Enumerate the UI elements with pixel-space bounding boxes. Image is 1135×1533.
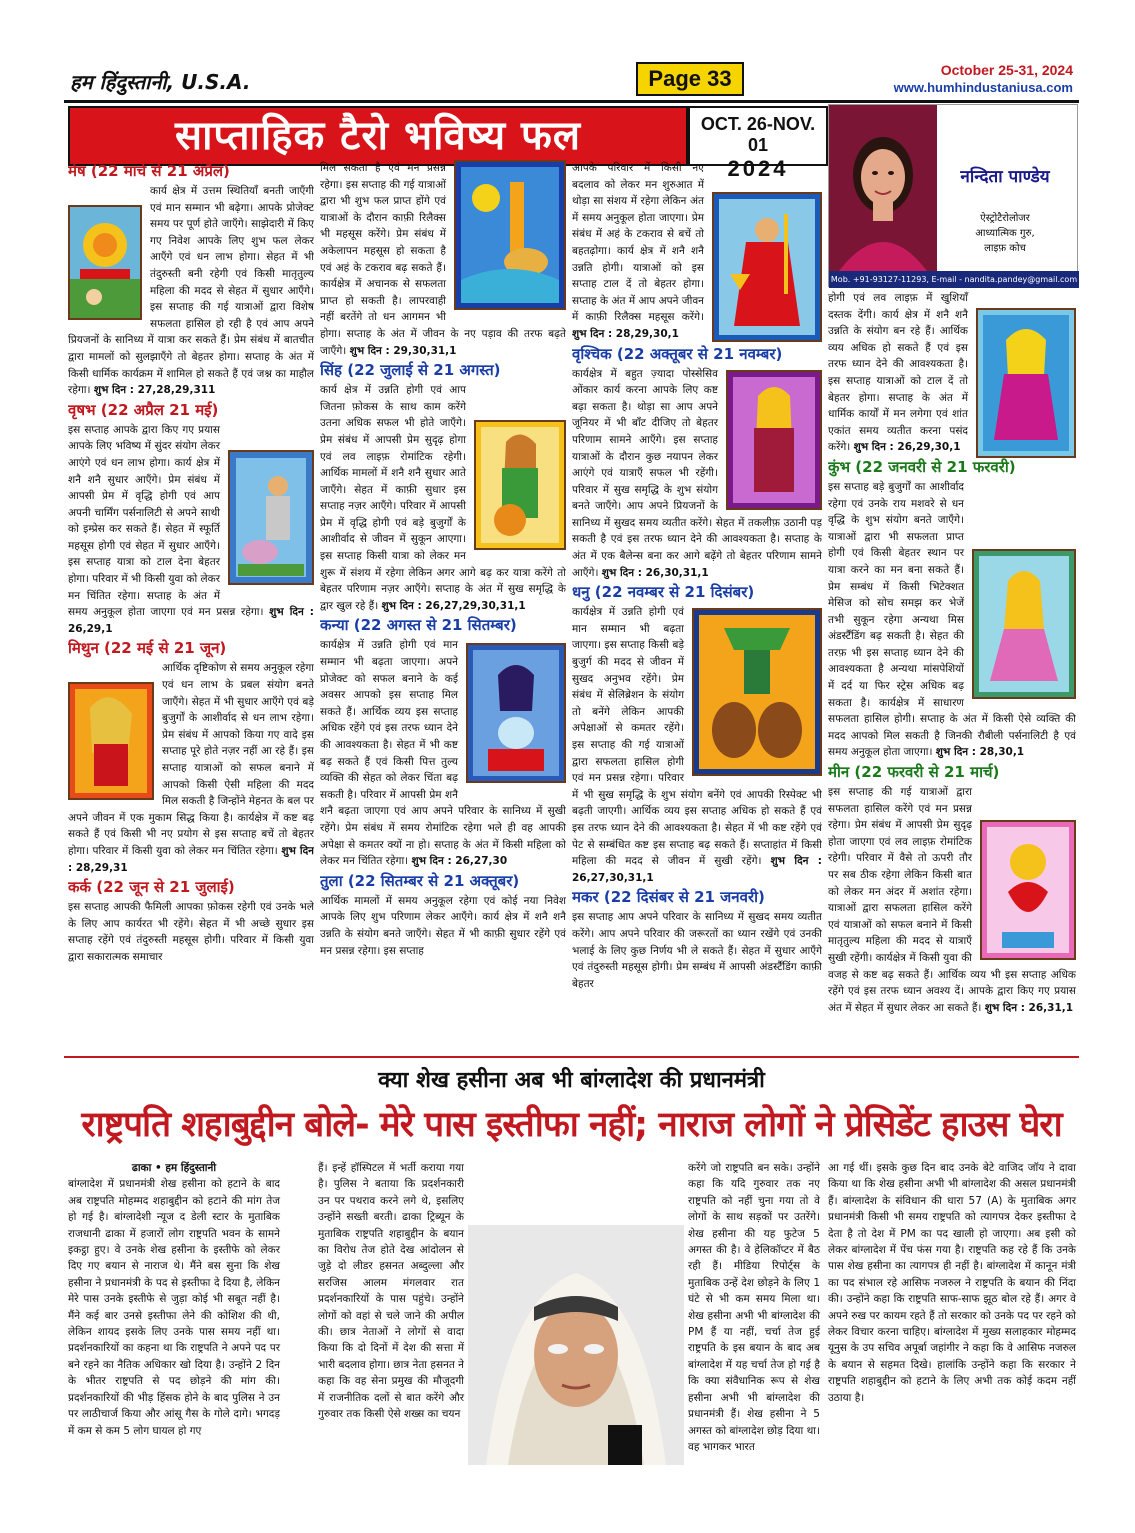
tarot-card-image <box>726 370 822 510</box>
author-role-line: ऐस्ट्रोटैरोलोजर <box>980 213 1030 224</box>
author-name: नन्दिता पाण्डेय <box>960 167 1050 187</box>
lucky-days: शुभ दिन : 26,29,1 <box>68 606 314 635</box>
author-role-line: लाइफ़ कोच <box>984 243 1026 254</box>
tarot-card-image <box>228 450 314 585</box>
horoscope-text: कार्यक्षेत्र में उन्नति होगी एवं मान सम्मान भी बढ़ता जाएगा। इस सप्ताह किसी बड़े बुजुर्ग की मदद से जीवन में सुखद अनुभव रहेंगे। प्रेम संबंध में सेलिब्रेशन के संयोग तो बनेंगे लेकिन आपकी अपेक्षाओं से कमतर रहेंगे। इस सप्ताह की गई यात्राओं द्वारा सफलता हासिल होगी एवं मन प्रसन्न रहेगा। परिवार में भी सुख समृद्धि के शुभ संयोग बनेंगे एवं आपकी रिस्पेक्ट भी बढ़ती जाएगी। आर्थिक व्यय इस सप्ताह अधिक हो सकते हैं एवं इस तरफ ध्यान देने की आवश्यकता है। सेहत में भी कष्ट रहेंगे एवं पेट से सम्बंधित कष्ट इस सप्ताह बढ़ सकते हैं। सप्ताहांत में किसी महिला की मदद से जीवन में सुखी रहेंगे। <box>572 606 822 868</box>
horoscope-year: 2024 <box>727 156 789 181</box>
sign-heading-aquarius: कुंभ (22 जनवरी से 21 फरवरी) <box>828 457 1016 476</box>
tarot-card-image <box>972 549 1076 699</box>
sign-heading-capricorn: मकर (22 दिसंबर से 21 जनवरी) <box>572 888 765 907</box>
horoscope-text: इस सप्ताह बड़े बुजुर्गों का आशीर्वाद रहेगा एवं उनके राय मशवरे से धन वृद्धि के शुभ संयोग बनते जाएँगे। यात्राओं द्वारा भी सफलता प्राप्त होगी एवं किसी बेहतर स्थान पर यात्रा करने का मन बना सकते हैं। प्रेम सम्बंध में किसी भिटेक्शत मेसिज को सोच समझ कर भेजें तभी सुकून रहेगा अन्यथा मिस अंडर्स्टैंडिंग बढ़ सकती है। सेहत की तरफ़ भी इस सप्ताह ध्यान देने की आवश्यकता है अन्यथा मांसपेशियों में दर्द या फिर स्ट्रेस अधिक बढ़ सकता है। कार्यक्षेत्र में साधारण सफलता हासिल होगी। सप्ताह के अंत में किसी ऐसे व्यक्ति की मदद आपको मिल सकती है जिनकी रौबीली पर्सनालिटी है एवं समय अनुकूल होता जाएगा। <box>828 480 1076 759</box>
tarot-card-image <box>474 420 566 550</box>
horoscope-text: कार्यक्षेत्र में उन्नति होगी एवं मान सम्मान भी बढ़ता जाएगा। अपने प्रोजेक्ट को सफल बनाने के कई अवसर आपको इस सप्ताह मिल सकते हैं। आर्थिक व्यय इस सप्ताह अधिक रहेंगे एवं इस तरफ ध्यान देने की आवश्यकता है। सेहत में भी कष्ट बढ़ सकते हैं एवं किसी पित्त तुल्य व्यक्ति की सेहत को लेकर चिंता बढ़ सकती है। परिवार में आपसी प्रेम शनै शनै बढ़ता जाएगा एवं आप अपने परिवार के सानिध्य में सुखी रहेंगे। प्रेम संबंध में समय रोमांटिक रहेगा भले ही वह आपकी अपेक्षा से कमतर क्यों ना हो। सप्ताह के अंत में किसी महिला को लेकर मन चिंतित रहेगा। <box>320 639 566 868</box>
horoscope-column-4 <box>828 290 1076 1050</box>
tarot-card-image <box>976 308 1076 458</box>
author-box <box>828 104 1078 287</box>
sheikh-hasina-photo <box>468 1225 684 1465</box>
horoscope-text: इस सप्ताह आपकी फैमिली आपका फ़ोकस रहेगी एवं उनके भले के लिए आप कार्यरत भी रहेंगे। सेहत में भी अच्छे सुधार इस सप्ताह रहेंगे एवं तंदुरुस्ती महसूस होगी। परिवार में किसी युवा द्वारा सकारात्मक समाचार <box>68 901 314 963</box>
lucky-days: शुभ दिन : 28,29,30,1 <box>572 327 679 340</box>
news-headline: राष्ट्रपति शहाबुद्दीन बोले- मेरे पास इस्तीफा नहीं; नाराज लोगों ने प्रेसिडेंट हाउस घेरा <box>81 1105 1062 1145</box>
lucky-days: शुभ दिन : 26,31,1 <box>984 1001 1074 1014</box>
lucky-days: शुभ दिन : 28,29,31 <box>68 844 314 874</box>
horoscope-text: इस सप्ताह आप अपने परिवार के सानिध्य में सुखद समय व्यतीत करेंगे। आप अपने परिवार की जरूरतों का ध्यान रखेंगे एवं उनकी भलाई के लिए कुछ निर्णय भी ले सकते हैं। सेहत में सुधार आएँगे एवं तंदुरुस्ती महसूस होगी। प्रेम सम्बंध में आपसी अंडर्स्टैंडिंग काफ़ी बेहतर <box>572 911 822 990</box>
news-kicker: क्या शेख हसीना अब भी बांग्लादेश की प्रधानमंत्री <box>378 1068 765 1093</box>
sign-heading-leo: सिंह (22 जुलाई से 21 अगस्त) <box>320 361 501 380</box>
tarot-card-image <box>68 205 142 320</box>
horoscope-title-banner <box>68 106 688 166</box>
section-divider <box>64 1056 1079 1058</box>
horoscope-text: मिल सकता है एवं मन प्रसन्न रहेगा। इस सप्ताह की गई यात्राओं द्वारा भी शुभ फल प्राप्त होंगे एवं यात्राओं के दौरान काफ़ी रिलैक्स भी महसूस करेंगे। प्रेम संबंध में अकेलापन महसूस हो सकता है एवं अहं के टकराव बढ़ सकते हैं। कार्यक्षेत्र में अचानक से सफलता प्राप्त हो सकती है। लापरवाही नहीं बरतेंगे तो धन आगमन भी होगा। सप्ताह के अंत में जीवन के नए पड़ाव की तरफ बढ़ते जाएँगे। <box>320 162 566 357</box>
sign-heading-pisces: मीन (22 फरवरी से 21 मार्च) <box>828 763 1000 782</box>
sign-heading-cancer: कर्क (22 जून से 21 जुलाई) <box>68 878 235 897</box>
horoscope-text: आर्थिक मामलों में समय अनुकूल रहेगा एवं कोई नया निवेश आपके लिए शुभ परिणाम लेकर आएँगे। कार्य क्षेत्र में शनै शनै उन्नति के संयोग बनते जाएँगे। सेहत में भी काफ़ी सुधार रहेंगे एवं मन प्रसन्न रहेगा। इस सप्ताह <box>320 894 566 957</box>
horoscope-text: कार्य क्षेत्र में उत्तम स्थितियाँ बनती जाएँगी एवं मान सम्मान भी बढ़ेगा। आपके प्रोजेक्ट समय पर पूर्ण होते जाएँगे। साझेदारी में किए गए निवेश आपके लिए शुभ फल लेकर आएँगे एवं धन लाभ होगा। सेहत में भी तंदुरुस्ती बनी रहेगी एवं किसी मातृतुल्य महिला की मदद से सेहत में सुधार आएँगे। इस सप्ताह की गई यात्राओं द्वारा विशेष सफलता हासिल हो रही है एवं आप अपने प्रियजनों के सानिध्य में यात्रा कर सकते हैं। प्रेम संबंध में बातचीत द्वारा मामलों को सुलझाएँगे तो बेहतर होगा। सप्ताह के अंत में किसी धार्मिक कार्यक्रम में शामिल हो सकते हैं एवं जश्न का माहौल रहेगा। <box>68 185 314 397</box>
issue-date: October 25-31, 2024 <box>940 62 1073 78</box>
website-link[interactable]: www.humhindustaniusa.com <box>893 80 1073 95</box>
author-photo <box>829 105 937 271</box>
lucky-days: शुभ दिन : 26,30,31,1 <box>601 566 709 579</box>
horoscope-text: कार्यक्षेत्र में बहुत ज़्यादा पोस्सेसिव ओंकार कार्य करना आपके लिए कष्ट बढ़ा सकता है। थोड़ा सा आप अपने जूनियर में भी बाँट दीजिए तो बेहतर परिणाम सामने आएँगे। इस सप्ताह यात्राओं के दौरान कुछ नयापन लेकर आएंगे एवं यात्राएँ सफल भी रहेंगी। परिवार में सुख समृद्धि के शुभ संयोग बनते जाएँगे। आप अपने प्रियजनों के सानिध्य में सुखद समय व्यतीत करेंगे। सेहत में तकलीफ़ उठानी पड़ सकती है एवं इस तरफ ध्यान देने की आवश्यकता है। सप्ताह के अंत में एक बैलेन्स बना कर आगे बढ़ेंगे तो बेहतर परिणाम सामने आएँगे। <box>572 367 822 579</box>
horoscope-text: होगी एवं लव लाइफ़ में खुशियाँ दस्तक देंगी। कार्य क्षेत्र में शनै शनै उन्नति के संयोग बन रहे हैं। आर्थिक व्यय अधिक हो सकते हैं एवं इस तरफ ध्यान देने की आवश्यकता है। इस सप्ताह यात्राओं को टाल दें तो बेहतर होगा। सप्ताह के अंत में धार्मिक कार्यों में मन लगेगा एवं शांत एकांत समय व्यतीत करना पसंद करेंगे। <box>828 292 968 454</box>
lucky-days: शुभ दिन : 26,27,30 <box>411 855 508 868</box>
news-text: आ गई थीं। इसके कुछ दिन बाद उनके बेटे वाजिद जॉय ने दावा किया था कि शेख हसीना अभी भी बांग्लादेश की असल प्रधानमंत्री हैं। बांग्लादेश के संविधान की धारा 57 (A) के मुताबिक अगर प्रधानमंत्री किसी भी समय राष्ट्रपति को त्यागपत्र देकर इस्तीफा दे देता है तो देश में PM का पद खाली हो जाएगा। अब इसी को लेकर बांग्लादेश में पेंच फंस गया है। राष्ट्रपति कह रहे हैं कि उनके पास शेख हसीना का त्यागपत्र ही नहीं है। बांग्लादेश में कानून मंत्री का पद संभाल रहे आसिफ नजरुल ने राष्ट्रपति के बयान की निंदा की। उन्होंने कहा कि राष्ट्रपति साफ-साफ झूठ बोल रहे हैं। अगर वे अपने रुख पर कायम रहते हैं तो सरकार को उनके पद पर रहने को लेकर विचार करना चाहिए। बांग्लादेश में मुख्य सलाहकार मोहम्मद यूनुस के उप सचिव अपूर्बा जहांगीर ने कहा कि वे आसिफ नजरुल के बयान से सहमत दिखे। हालांकि उन्होंने कहा कि सरकार ने राष्ट्रपति शहाबुद्दीन को हटाने के लिए अभी तक कोई कदम नहीं उठाया है। <box>828 1162 1076 1404</box>
horoscope-text: इस सप्ताह आपके द्वारा किए गए प्रयास आपके लिए भविष्य में सुंदर संयोग लेकर आएंगे एवं धन लाभ होगा। कार्य क्षेत्र में शनै शनै सुधार आएँगे। प्रेम संबंध में आपसी प्रेम में वृद्धि होगी एवं आप अपनी चार्मिंग पर्सनालिटी से अपने साथी को इम्प्रेस कर सकते हैं। सेहत में स्फूर्ति महसूस होगी एवं सेहत में सुधार आएँगे। इस सप्ताह यात्रा को टाल देना बेहतर होगा। परिवार में भी किसी युवा को लेकर मन चिंतित रहेगा। सप्ताह के अंत में समय अनुकूल होता जाएगा एवं मन प्रसन्न रहेगा। <box>68 423 264 619</box>
horoscope-date-box <box>688 106 828 181</box>
page-number-badge: Page 33 <box>636 62 744 96</box>
sign-heading-libra: तुला (22 सितम्बर से 21 अक्तूबर) <box>320 871 520 890</box>
tarot-card-image <box>454 160 566 310</box>
tarot-card-image <box>712 192 822 342</box>
author-contact: Mob. +91-93127-11293, E-mail - nandita.pandey@gmail.com <box>829 271 1079 288</box>
masthead-divider <box>64 100 1079 103</box>
sign-heading-taurus: वृषभ (22 अप्रैल 21 मई) <box>68 400 219 419</box>
author-role <box>941 211 1069 256</box>
horoscope-column-3 <box>572 160 822 1050</box>
tarot-card-image <box>466 643 566 783</box>
tarot-card-image <box>692 608 822 776</box>
horoscope-text: कार्य क्षेत्र में उन्नति होगी एवं आप जितना फ़ोकस के साथ काम करेंगे उतना अधिक सफल भी होते जाएँगे। प्रेम संबंध में आपसी प्रेम सुदृढ़ होगा एवं लव लाइफ़ रोमांटिक रहेगी। आर्थिक मामलों में शनै शनै सुधार आते जाएँगे। सेहत में काफ़ी सुधार इस सप्ताह नज़र आएँगे। परिवार में आपसी प्रेम में वृद्धि होगी एवं बड़े बुजुर्गों के आशीर्वाद से जीवन में सुकून आएगा। इस सप्ताह किसी यात्रा को लेकर मन शुरू में संशय में रहेगा लेकिन अगर आगे बढ़ कर यात्रा करेंगे तो बेहतर परिणाम नज़र आएँगे। सप्ताह के अंत में सुख समृद्धि के द्वार खुल रहे हैं। <box>320 384 566 612</box>
lucky-days: शुभ दिन : 29,30,31,1 <box>349 344 457 357</box>
horoscope-column-2 <box>320 160 566 1050</box>
news-text: करेंगे जो राष्ट्रपति बन सके। उन्होंने कहा कि यदि गुरुवार तक नए राष्ट्रपति को नहीं चुना गया तो वे लोगों के साथ सड़कों पर उतरेंगे। शेख हसीना की यह फुटेज 5 अगस्त की है। वे हेलिकॉप्टर में बैठ रही हैं। मीडिया रिपोर्ट्स के मुताबिक उन्हें देश छोड़ने के लिए 1 घंटे से भी कम समय मिला था। शेख हसीना अभी भी बांग्लादेश की PM हैं या नहीं, चर्चा तेज हुई राष्ट्रपति के इस बयान के बाद अब बांग्लादेश में यह चर्चा तेज हो गई है कि क्या संवैधानिक रूप से शेख हसीना अभी भी बांग्लादेश की प्रधानमंत्री हैं। शेख हसीना ने 5 अगस्त को बांग्लादेश छोड़ दिया था। वह भागकर भारत <box>688 1162 820 1453</box>
sign-heading-sagittarius: धनु (22 नवम्बर से 21 दिसंबर) <box>572 583 755 602</box>
horoscope-title: साप्ताहिक टैरो भविष्य फल <box>175 112 581 159</box>
news-column-4 <box>828 1160 1076 1406</box>
lucky-days: शुभ दिन : 28,30,1 <box>935 746 1025 759</box>
author-role-line: आध्यात्मिक गुरु, <box>975 228 1035 239</box>
news-column-1 <box>68 1160 280 1439</box>
lucky-days: शुभ दिन : 27,28,29,311 <box>93 384 216 397</box>
horoscope-column-1 <box>68 160 314 1050</box>
news-text: हैं। इन्हें हॉस्पिटल में भर्ती कराया गया है। पुलिस ने बताया कि प्रदर्शनकारी उन पर पथराव करने लगे थे, इसलिए उन्होंने सख्ती बरती। ढाका ट्रिब्यून के मुताबिक राष्ट्रपति शहाबुद्दीन के बयान का विरोध तेज होते देख आंदोलन से जुड़े दो लीडर हसनत अब्दुल्ला और सरजिस आलम मंगलवार रात प्रदर्शनकारियों के पास पहुंचे। उन्होंने लोगों को वहां से चले जाने की अपील की। छात्र नेताओं ने लोगों से वादा किया कि दो दिनों में देश की सत्ता में भारी बदलाव होगा। छात्र नेता हसनत ने कहा कि वह सेना प्रमुख की मौजूदगी में राजनीतिक दलों से बात करेंगे और गुरुवार तक किसी ऐसे शख्स का चयन <box>318 1162 465 1421</box>
horoscope-text: आर्थिक दृष्टिकोण से समय अनुकूल रहेगा एवं धन लाभ के प्रबल संयोग बनते जाएँगे। सेहत में भी सुधार आएँगे एवं बड़े बुजुर्गों के आशीर्वाद से धन लाभ रहेगा। प्रेम संबंध में आपको किया गए वादे इस सप्ताह पूरे होते नज़र नहीं आ रहे हैं। इस सप्ताह यात्राओं को सफल बनाने में आपको किसी ऐसी महिला की मदद मिल सकती है जिन्होंने मेहनत के बल पर अपने जीवन में एक मुकाम सिद्ध किया है। कार्यक्षेत्र में कष्ट बढ़ सकते हैं एवं किसी भी नए प्रयोग से इस सप्ताह बचें तो बेहतर होगा। परिवार में किसी युवा को लेकर मन चिंतित रहेगा। <box>68 662 314 857</box>
news-text: बांग्लादेश में प्रधानमंत्री शेख हसीना को हटाने के बाद अब राष्ट्रपति मोहम्मद शहाबुद्दीन को हटाने की मांग तेज हो गई है। बांग्लादेशी न्यूज द डेली स्टार के मुताबिक राजधानी ढाका में हजारों लोग राष्ट्रपति भवन के सामने इकट्ठा हुए। वे उनके शेख हसीना के इस्तीफे को लेकर दिए गए बयान से नाराज थे। मैंने बस सुना कि शेख हसीना ने प्रधानमंत्री के पद से इस्तीफा दे दिया है, लेकिन मेरे पास उनके इस्तीफे से जुड़ा कोई भी सबूत नहीं है। मैंने कई बार उनसे इस्तीफा लेने की कोशिश की थी, लेकिन शायद इसके लिए उनके पास समय नहीं था। प्रदर्शनकारियों का कहना था कि राष्ट्रपति ने अपने पद पर बने रहने का नैतिक अधिकार खो दिया है। उन्होंने 2 दिन के भीतर राष्ट्रपति से पद छोड़ने की मांग की। प्रदर्शनकारियों की भीड़ हिंसक होने के बाद पुलिस ने उन पर लाठीचार्ज किया और आंसू गैस के गोले दागे। भगदड़ में कम से कम 5 लोग घायल हो गए <box>68 1178 280 1437</box>
newspaper-brand: हम हिंदुस्तानी, U.S.A. <box>70 70 251 94</box>
news-dateline: ढाका • हम हिंदुस्तानी <box>131 1162 217 1174</box>
tarot-card-image <box>980 820 1076 960</box>
masthead <box>64 60 1079 102</box>
horoscope-text: आपके परिवार में किसी नए बदलाव को लेकर मन शुरुआत में थोड़ा सा संशय में रहेगा लेकिन अंत में समय अनुकूल होता जाएगा। प्रेम संबंध में अहं के टकराव से बचें तो बहतढ़ोगा। कार्य क्षेत्र में शनै शनै उन्नति होगी। यात्राओं को इस सप्ताह टाल दें तो बेहतर होगा। सप्ताह के अंत में आप अपने जीवन में काफ़ी रिलैक्स महसूस करेंगे। <box>572 162 704 324</box>
lucky-days: शुभ दिन : 26,27,30,31,1 <box>572 855 822 884</box>
sign-heading-gemini: मिथुन (22 मई से 21 जून) <box>68 639 227 658</box>
lucky-days: शुभ दिन : 26,27,29,30,31,1 <box>381 599 526 612</box>
horoscope-text: इस सप्ताह की गई यात्राओं द्वारा सफलता हासिल करेंगे एवं मन प्रसन्न रहेगा। प्रेम संबंध में आपसी प्रेम सुदृढ़ होता जाएगा एवं लव लाइफ़ रोमांटिक रहेगी। परिवार में वैसे तो ऊपरी तौर पर सब ठीक रहेगा लेकिन किसी बात को लेकर मन अंदर में अशांत रहेगा। यात्राओं द्वारा सफलता हासिल करेंगे एवं यात्राओं को सफल बनाने में किसी मातृतुल्य महिला की मदद से यात्राएँ सुखी रहेंगी। कार्यक्षेत्र में किसी युवा की वजह से कष्ट बढ़ सकते हैं। आर्थिक व्यय भी इस सप्ताह अधिक रहेंगे एवं इस तरफ ध्यान अवश्य दें। आपके द्वारा किए गए प्रयास अंत में सेहत में सुधार लेकर आ सकते हैं। <box>828 786 1076 1014</box>
lucky-days: शुभ दिन : 26,29,30,1 <box>853 441 961 454</box>
sign-heading-aries: मेष (22 मार्च से 21 अप्रैल) <box>68 162 230 180</box>
horoscope-date-range: OCT. 26-NOV. 01 <box>700 114 816 155</box>
tarot-card-image <box>68 682 154 800</box>
sign-heading-scorpio: वृश्चिक (22 अक्तूबर से 21 नवम्बर) <box>572 344 783 363</box>
sign-heading-virgo: कन्या (22 अगस्त से 21 सितम्बर) <box>320 616 517 635</box>
